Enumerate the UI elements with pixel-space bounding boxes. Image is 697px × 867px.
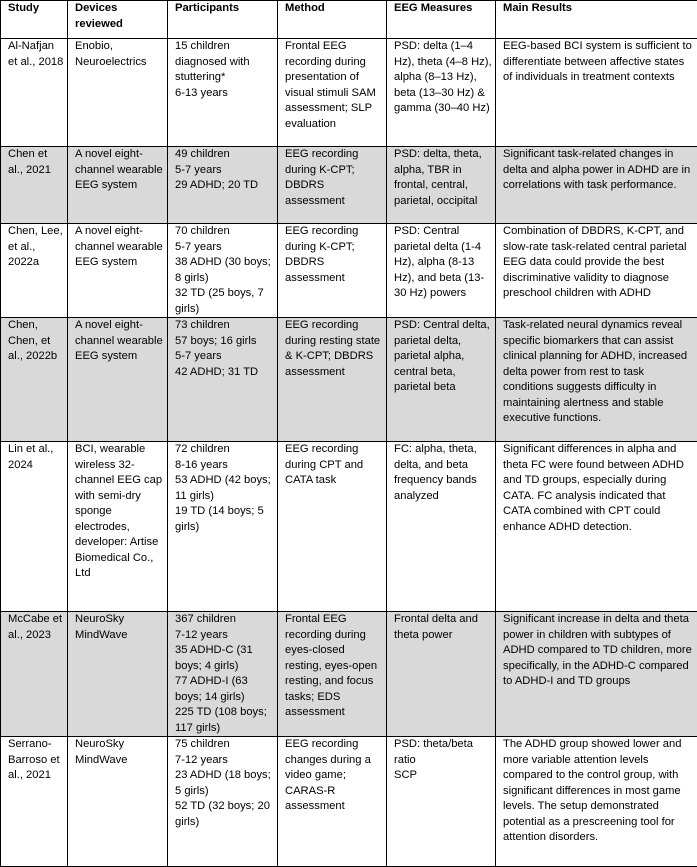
cell-main-results: EEG-based BCI system is sufficient to differentiate between affective states of individuals in treatment contexts xyxy=(496,39,697,147)
cell-eeg-measures: PSD: theta/beta ratio SCP xyxy=(387,737,496,867)
header-participants: Participants xyxy=(168,1,278,39)
cell-devices: Enobio, Neuroelectrics xyxy=(68,39,168,147)
cell-participants: 70 children 5-7 years 38 ADHD (30 boys; 8 girls) 32 TD (25 boys, 7 girls) xyxy=(168,224,278,318)
cell-main-results: Significant increase in delta and theta power in children with subtypes of ADHD compared to TD children, more specifically, in the ADHD-C compared to ADHD-I and TD groups xyxy=(496,612,697,737)
header-study: Study xyxy=(1,1,68,39)
cell-participants: 49 children 5-7 years 29 ADHD; 20 TD xyxy=(168,147,278,224)
table-row xyxy=(1,442,697,612)
cell-method: EEG recording during resting state & K-CPT; DBDRS assessment xyxy=(278,318,387,442)
cell-method: Frontal EEG recording during presentation of visual stimuli SAM assessment; SLP evaluation xyxy=(278,39,387,147)
cell-main-results: Significant differences in alpha and theta FC were found between ADHD and TD groups, especially during CATA. FC analysis indicated that CATA combined with CPT could enhance ADHD detection. xyxy=(496,442,697,612)
cell-eeg-measures: PSD: Central parietal delta (1-4 Hz), alpha (8-13 Hz), and beta (13-30 Hz) powers xyxy=(387,224,496,318)
cell-method: EEG recording during K-CPT; DBDRS assessment xyxy=(278,147,387,224)
cell-eeg-measures: PSD: Central delta, parietal delta, parietal alpha, central beta, parietal beta xyxy=(387,318,496,442)
header-method: Method xyxy=(278,1,387,39)
cell-main-results: Significant task-related changes in delta and alpha power in ADHD are in correlations with task performance. xyxy=(496,147,697,224)
cell-participants: 73 children 57 boys; 16 girls 5-7 years 42 ADHD; 31 TD xyxy=(168,318,278,442)
cell-method: EEG recording during K-CPT; DBDRS assessment xyxy=(278,224,387,318)
cell-devices: BCI, wearable wireless 32-channel EEG cap with semi-dry sponge electrodes, developer: Artise Biomedical Co., Ltd xyxy=(68,442,168,612)
table-row xyxy=(1,612,697,737)
cell-participants: 72 children 8-16 years 53 ADHD (42 boys; 11 girls) 19 TD (14 boys; 5 girls) xyxy=(168,442,278,612)
table-header-row xyxy=(1,1,697,39)
table-row xyxy=(1,737,697,867)
header-eeg-measures: EEG Measures xyxy=(387,1,496,39)
cell-devices: A novel eight-channel wearable EEG system xyxy=(68,224,168,318)
cell-main-results: Combination of DBDRS, K-CPT, and slow-rate task-related central parietal EEG data could provide the best discriminative validity to diagnose preschool children with ADHD xyxy=(496,224,697,318)
cell-participants: 15 children diagnosed with stuttering* 6-13 years xyxy=(168,39,278,147)
cell-eeg-measures: Frontal delta and theta power xyxy=(387,612,496,737)
cell-eeg-measures: PSD: delta, theta, alpha, TBR in frontal, central, parietal, occipital xyxy=(387,147,496,224)
cell-eeg-measures: FC: alpha, theta, delta, and beta frequency bands analyzed xyxy=(387,442,496,612)
cell-main-results: The ADHD group showed lower and more variable attention levels compared to the control group, with significant differences in most game levels. The setup demonstrated potential as a prescreening tool for attention disorders. xyxy=(496,737,697,867)
cell-study: Chen et al., 2021 xyxy=(1,147,68,224)
table-row xyxy=(1,224,697,318)
cell-participants: 75 children 7-12 years 23 ADHD (18 boys; 5 girls) 52 TD (32 boys; 20 girls) xyxy=(168,737,278,867)
header-devices-reviewed: Devices reviewed xyxy=(68,1,168,39)
cell-devices: NeuroSky MindWave xyxy=(68,737,168,867)
cell-devices: NeuroSky MindWave xyxy=(68,612,168,737)
header-main-results: Main Results xyxy=(496,1,697,39)
cell-participants: 367 children 7-12 years 35 ADHD-C (31 boys; 4 girls) 77 ADHD-I (63 boys; 14 girls) 225 TD (108 boys; 117 girls) xyxy=(168,612,278,737)
cell-method: EEG recording during CPT and CATA task xyxy=(278,442,387,612)
cell-study: Chen, Chen, et al., 2022b xyxy=(1,318,68,442)
cell-method: Frontal EEG recording during eyes-closed resting, eyes-open resting, and focus tasks; EDS assessment xyxy=(278,612,387,737)
cell-study: Chen, Lee, et al., 2022a xyxy=(1,224,68,318)
cell-study: Al-Nafjan et al., 2018 xyxy=(1,39,68,147)
cell-devices: A novel eight-channel wearable EEG system xyxy=(68,147,168,224)
cell-eeg-measures: PSD: delta (1–4 Hz), theta (4–8 Hz), alpha (8–13 Hz), beta (13–30 Hz) & gamma (30–40 Hz) xyxy=(387,39,496,147)
cell-method: EEG recording changes during a video game; CARAS-R assessment xyxy=(278,737,387,867)
table-row xyxy=(1,39,697,147)
cell-study: Serrano-Barroso et al., 2021 xyxy=(1,737,68,867)
cell-devices: A novel eight-channel wearable EEG system xyxy=(68,318,168,442)
table-row xyxy=(1,147,697,224)
table-row xyxy=(1,318,697,442)
cell-main-results: Task-related neural dynamics reveal specific biomarkers that can assist clinical planning for ADHD, increased delta power from rest to task conditions suggests difficulty in maintaining alertness and stable executive functions. xyxy=(496,318,697,442)
cell-study: McCabe et al., 2023 xyxy=(1,612,68,737)
cell-study: Lin et al., 2024 xyxy=(1,442,68,612)
